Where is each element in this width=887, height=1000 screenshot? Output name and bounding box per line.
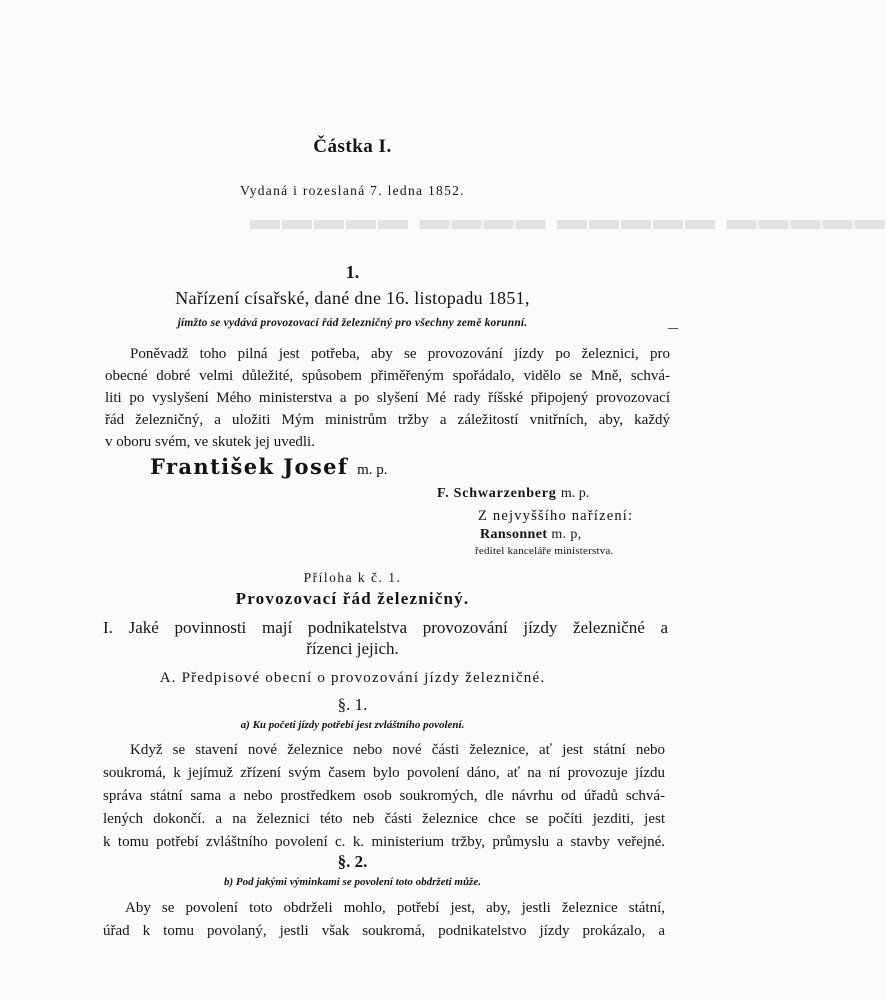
part-heading: Částka I.: [313, 136, 392, 157]
bleed-through-text: ▬▬▬▬▬ ▬▬▬▬ ▬▬▬▬▬ ▬▬▬▬▬: [250, 203, 887, 236]
decree-body-line: řád železničný, a uložiti Mým ministrům tržby a záležitostí vnitřních, aby, každý: [105, 412, 670, 428]
emperor-signature: [150, 454, 388, 479]
margin-mark: [668, 328, 678, 329]
paragraph-caption: a) Ku početi jízdy potřebí jest zvláštního povolení.: [240, 719, 465, 731]
paragraph-caption: b) Pod jakými výminkami se povolení toto obdržeti může.: [224, 876, 481, 888]
emperor-name: František Josef: [150, 454, 349, 479]
decree-subtitle: jímžto se vydává provozovací řád železničný pro všechny země korunní.: [177, 317, 528, 329]
paragraph-line: lených dokončí. a na železnici této neb části železnice chce se počíti jezditi, jest: [103, 811, 665, 827]
paragraph-sign: §. 1.: [337, 695, 368, 714]
paragraph-line: soukromá, k jejímuž zřízení svým časem bylo povolení dáno, ať na ní provozuje jízdu: [103, 765, 665, 781]
paragraph-sign: §. 2.: [337, 852, 368, 871]
emperor-suffix: m. p.: [357, 462, 388, 478]
paragraph-line: úřad k tomu povolaný, jestli však soukromá, podnikatelstvo jízdy prokázalo, a: [103, 923, 665, 939]
section-heading-line: I. Jaké povinnosti mají podnikatelstva provozování jízdy železničné a: [103, 618, 668, 637]
decree-body-line: v oboru svém, ve skutek jej uvedli.: [105, 434, 315, 450]
subsection-heading: A. Předpisové obecní o provozování jízdy železničné.: [159, 670, 546, 686]
paragraph-line: správa státní sama a nebo prostředkem osob soukromých, dle návrhu od úřadů schvá-: [103, 788, 665, 804]
paragraph-line: k tomu potřebí zvláštního povolení c. k. ministerium tržby, průmyslu a stavby veřejné.: [103, 834, 665, 850]
decree-title: Nařízení císařské, dané dne 16. listopadu 1851,: [175, 288, 530, 308]
director-name: Ransonnet: [480, 527, 548, 542]
section-heading-line: řízenci jejich.: [306, 639, 399, 658]
decree-body-line: obecné dobré velmi důležité, spůsobem přiměřeným spořádalo, vidělo se Mně, schvá-: [105, 368, 670, 384]
annex-title: Provozovací řád železničný.: [235, 589, 470, 608]
minister-suffix: m. p.: [560, 486, 590, 501]
director-signature: [480, 527, 582, 543]
issue-date: Vydaná i rozeslaná 7. ledna 1852.: [240, 183, 465, 198]
minister-name: F. Schwarzenberg: [437, 486, 557, 501]
minister-signature: [437, 486, 589, 502]
annex-label: Příloha k č. 1.: [303, 570, 402, 585]
decree-body-line: liti po vyslyšení Mého ministerstva a po slyšení Mé rady říšské připojený provozovací: [105, 390, 670, 406]
paragraph-line: Aby se povolení toto obdrželi mohlo, potřebí jest, aby, jestli železnice státní,: [125, 900, 665, 916]
order-line: Z nejvyššího nařízení:: [478, 508, 634, 524]
director-suffix: m. p,: [551, 527, 582, 542]
decree-number: 1.: [345, 262, 360, 282]
paragraph-line: Když se stavení nové železnice nebo nové části železnice, ať jest státní nebo: [130, 742, 665, 758]
decree-body-line: Poněvadž toho pilná jest potřeba, aby se provozování jízdy po železnici, pro: [130, 346, 670, 362]
director-title: ředitel kanceláře ministerstva.: [475, 545, 614, 557]
